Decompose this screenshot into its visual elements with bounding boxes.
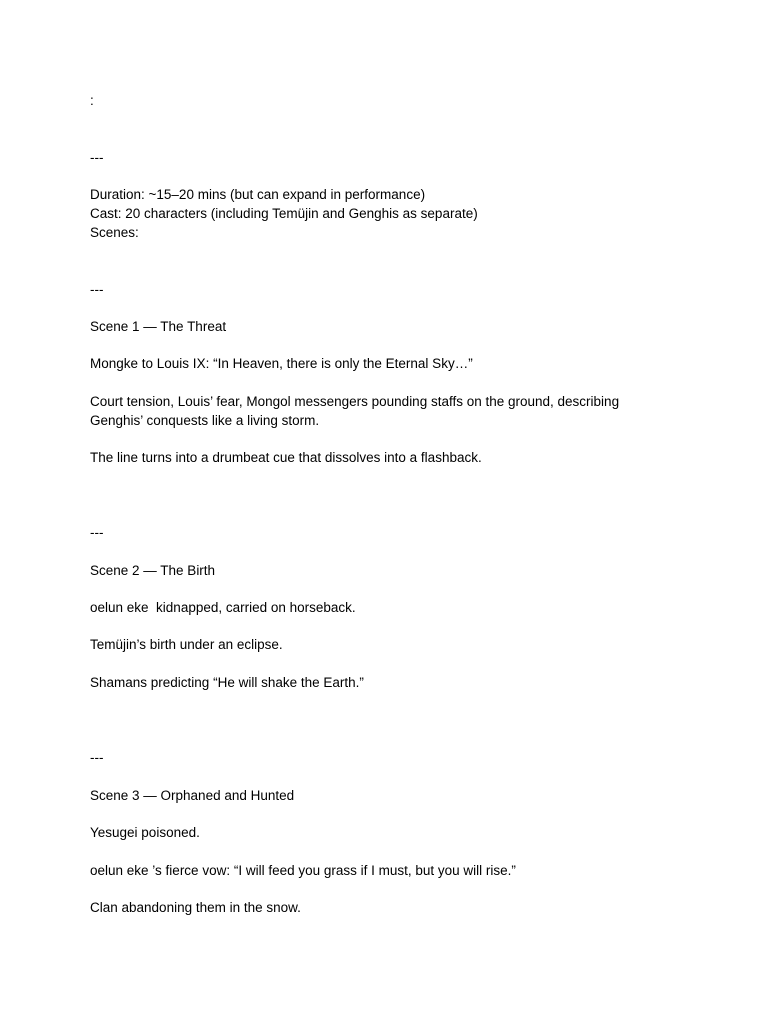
- scene-2-paragraph: Temüjin’s birth under an eclipse.: [90, 637, 283, 652]
- colon-line: :: [90, 93, 94, 108]
- scene-1-paragraph: Mongke to Louis IX: “In Heaven, there is only the Eternal Sky…”: [90, 356, 473, 371]
- scene-1-heading: Scene 1 — The Threat: [90, 319, 227, 334]
- separator: ---: [90, 750, 104, 765]
- scene-3-paragraph: oelun eke ’s fierce vow: “I will feed you grass if I must, but you will rise.”: [90, 863, 516, 878]
- scenes-label: Scenes:: [90, 225, 139, 240]
- separator: ---: [90, 150, 104, 165]
- scene-2-heading: Scene 2 — The Birth: [90, 563, 216, 578]
- scene-3-paragraph: Yesugei poisoned.: [90, 825, 200, 840]
- scene-3-heading: Scene 3 — Orphaned and Hunted: [90, 788, 295, 803]
- scene-1-paragraph: The line turns into a drumbeat cue that dissolves into a flashback.: [90, 450, 482, 465]
- cast-line: Cast: 20 characters (including Temüjin and Genghis as separate): [90, 206, 478, 221]
- duration-line: Duration: ~15–20 mins (but can expand in performance): [90, 187, 426, 202]
- scene-1-paragraph: Genghis’ conquests like a living storm.: [90, 413, 320, 428]
- scene-2-paragraph: Shamans predicting “He will shake the Earth.”: [90, 675, 364, 690]
- scene-3-paragraph: Clan abandoning them in the snow.: [90, 900, 301, 915]
- separator: ---: [90, 525, 104, 540]
- separator: ---: [90, 282, 104, 297]
- scene-1-paragraph: Court tension, Louis’ fear, Mongol messengers pounding staffs on the ground, describing: [90, 394, 620, 409]
- scene-2-paragraph: oelun eke kidnapped, carried on horseback.: [90, 600, 356, 615]
